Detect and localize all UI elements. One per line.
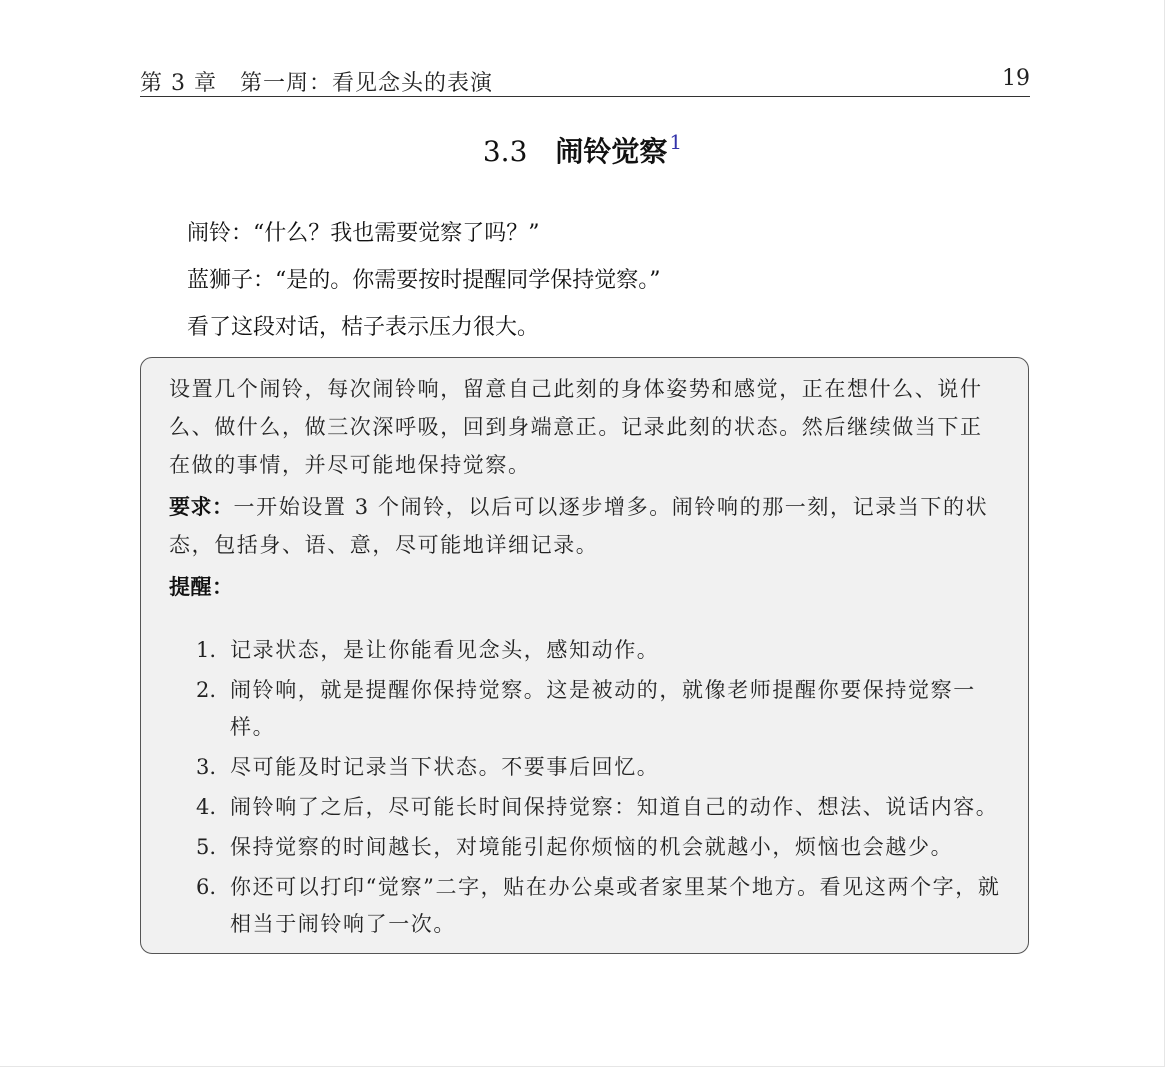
- dialogue-line: 闹铃：“什么？我也需要觉察了吗？”: [187, 221, 540, 246]
- list-item: [196, 789, 1008, 826]
- list-item-number: 4.: [196, 795, 217, 819]
- list-item-number: 5.: [196, 835, 217, 859]
- requirement-paragraph: [169, 488, 1005, 564]
- list-item-number: 6.: [196, 875, 217, 899]
- dialogue-block: [187, 210, 1027, 351]
- reminder-paragraph: [169, 568, 1005, 606]
- list-item: [196, 632, 1008, 669]
- requirement-label: 要求：: [169, 495, 234, 519]
- reminder-list: [196, 632, 1008, 946]
- reminder-label: 提醒：: [169, 575, 234, 599]
- running-header: [140, 64, 1030, 97]
- list-item-number: 1.: [196, 638, 217, 662]
- section-number: 3.3: [482, 135, 528, 168]
- list-item-text: 保持觉察的时间越长，对境能引起你烦恼的机会就越小，烦恼也会越少。: [230, 835, 954, 859]
- list-item-number: 3.: [196, 755, 217, 779]
- chapter-title: 第 3 章 第一周：看见念头的表演: [140, 71, 493, 96]
- list-item-text: 闹铃响，就是提醒你保持觉察。这是被动的，就像老师提醒你要保持觉察一样。: [230, 678, 976, 739]
- section-heading: [0, 130, 1165, 170]
- requirement-text: 一开始设置 3 个闹铃，以后可以逐步增多。闹铃响的那一刻，记录当下的状态，包括身、语、意，尽可能地详细记录。: [169, 495, 989, 557]
- exercise-intro: 设置几个闹铃，每次闹铃响，留意自己此刻的身体姿势和感觉，正在想什么、说什么、做什么，做三次深呼吸，回到身端意正。记录此刻的状态。然后继续做当下正在做的事情，并尽可能地保持觉察。: [169, 377, 983, 477]
- list-item: [196, 829, 1008, 866]
- exercise-box: [140, 357, 1029, 954]
- list-item-text: 尽可能及时记录当下状态。不要事后回忆。: [230, 755, 660, 779]
- list-item-text: 闹铃响了之后，尽可能长时间保持觉察：知道自己的动作、想法、说话内容。: [230, 795, 999, 819]
- footnote-mark[interactable]: 1: [669, 130, 683, 154]
- section-title-text: 闹铃觉察: [555, 135, 668, 168]
- list-item: [196, 869, 1008, 943]
- exercise-box-content: [169, 370, 1005, 606]
- dialogue-line: 看了这段对话，桔子表示压力很大。: [187, 315, 540, 340]
- list-item: [196, 749, 1008, 786]
- list-item: [196, 672, 1008, 746]
- list-item-text: 你还可以打印“觉察”二字，贴在办公桌或者家里某个地方。看见这两个字，就相当于闹铃响了一次。: [230, 875, 1001, 936]
- dialogue-line: 蓝狮子：“是的。你需要按时提醒同学保持觉察。”: [187, 268, 661, 293]
- list-item-number: 2.: [196, 678, 217, 702]
- list-item-text: 记录状态，是让你能看见念头，感知动作。: [230, 638, 660, 662]
- page-number: 19: [1002, 66, 1030, 91]
